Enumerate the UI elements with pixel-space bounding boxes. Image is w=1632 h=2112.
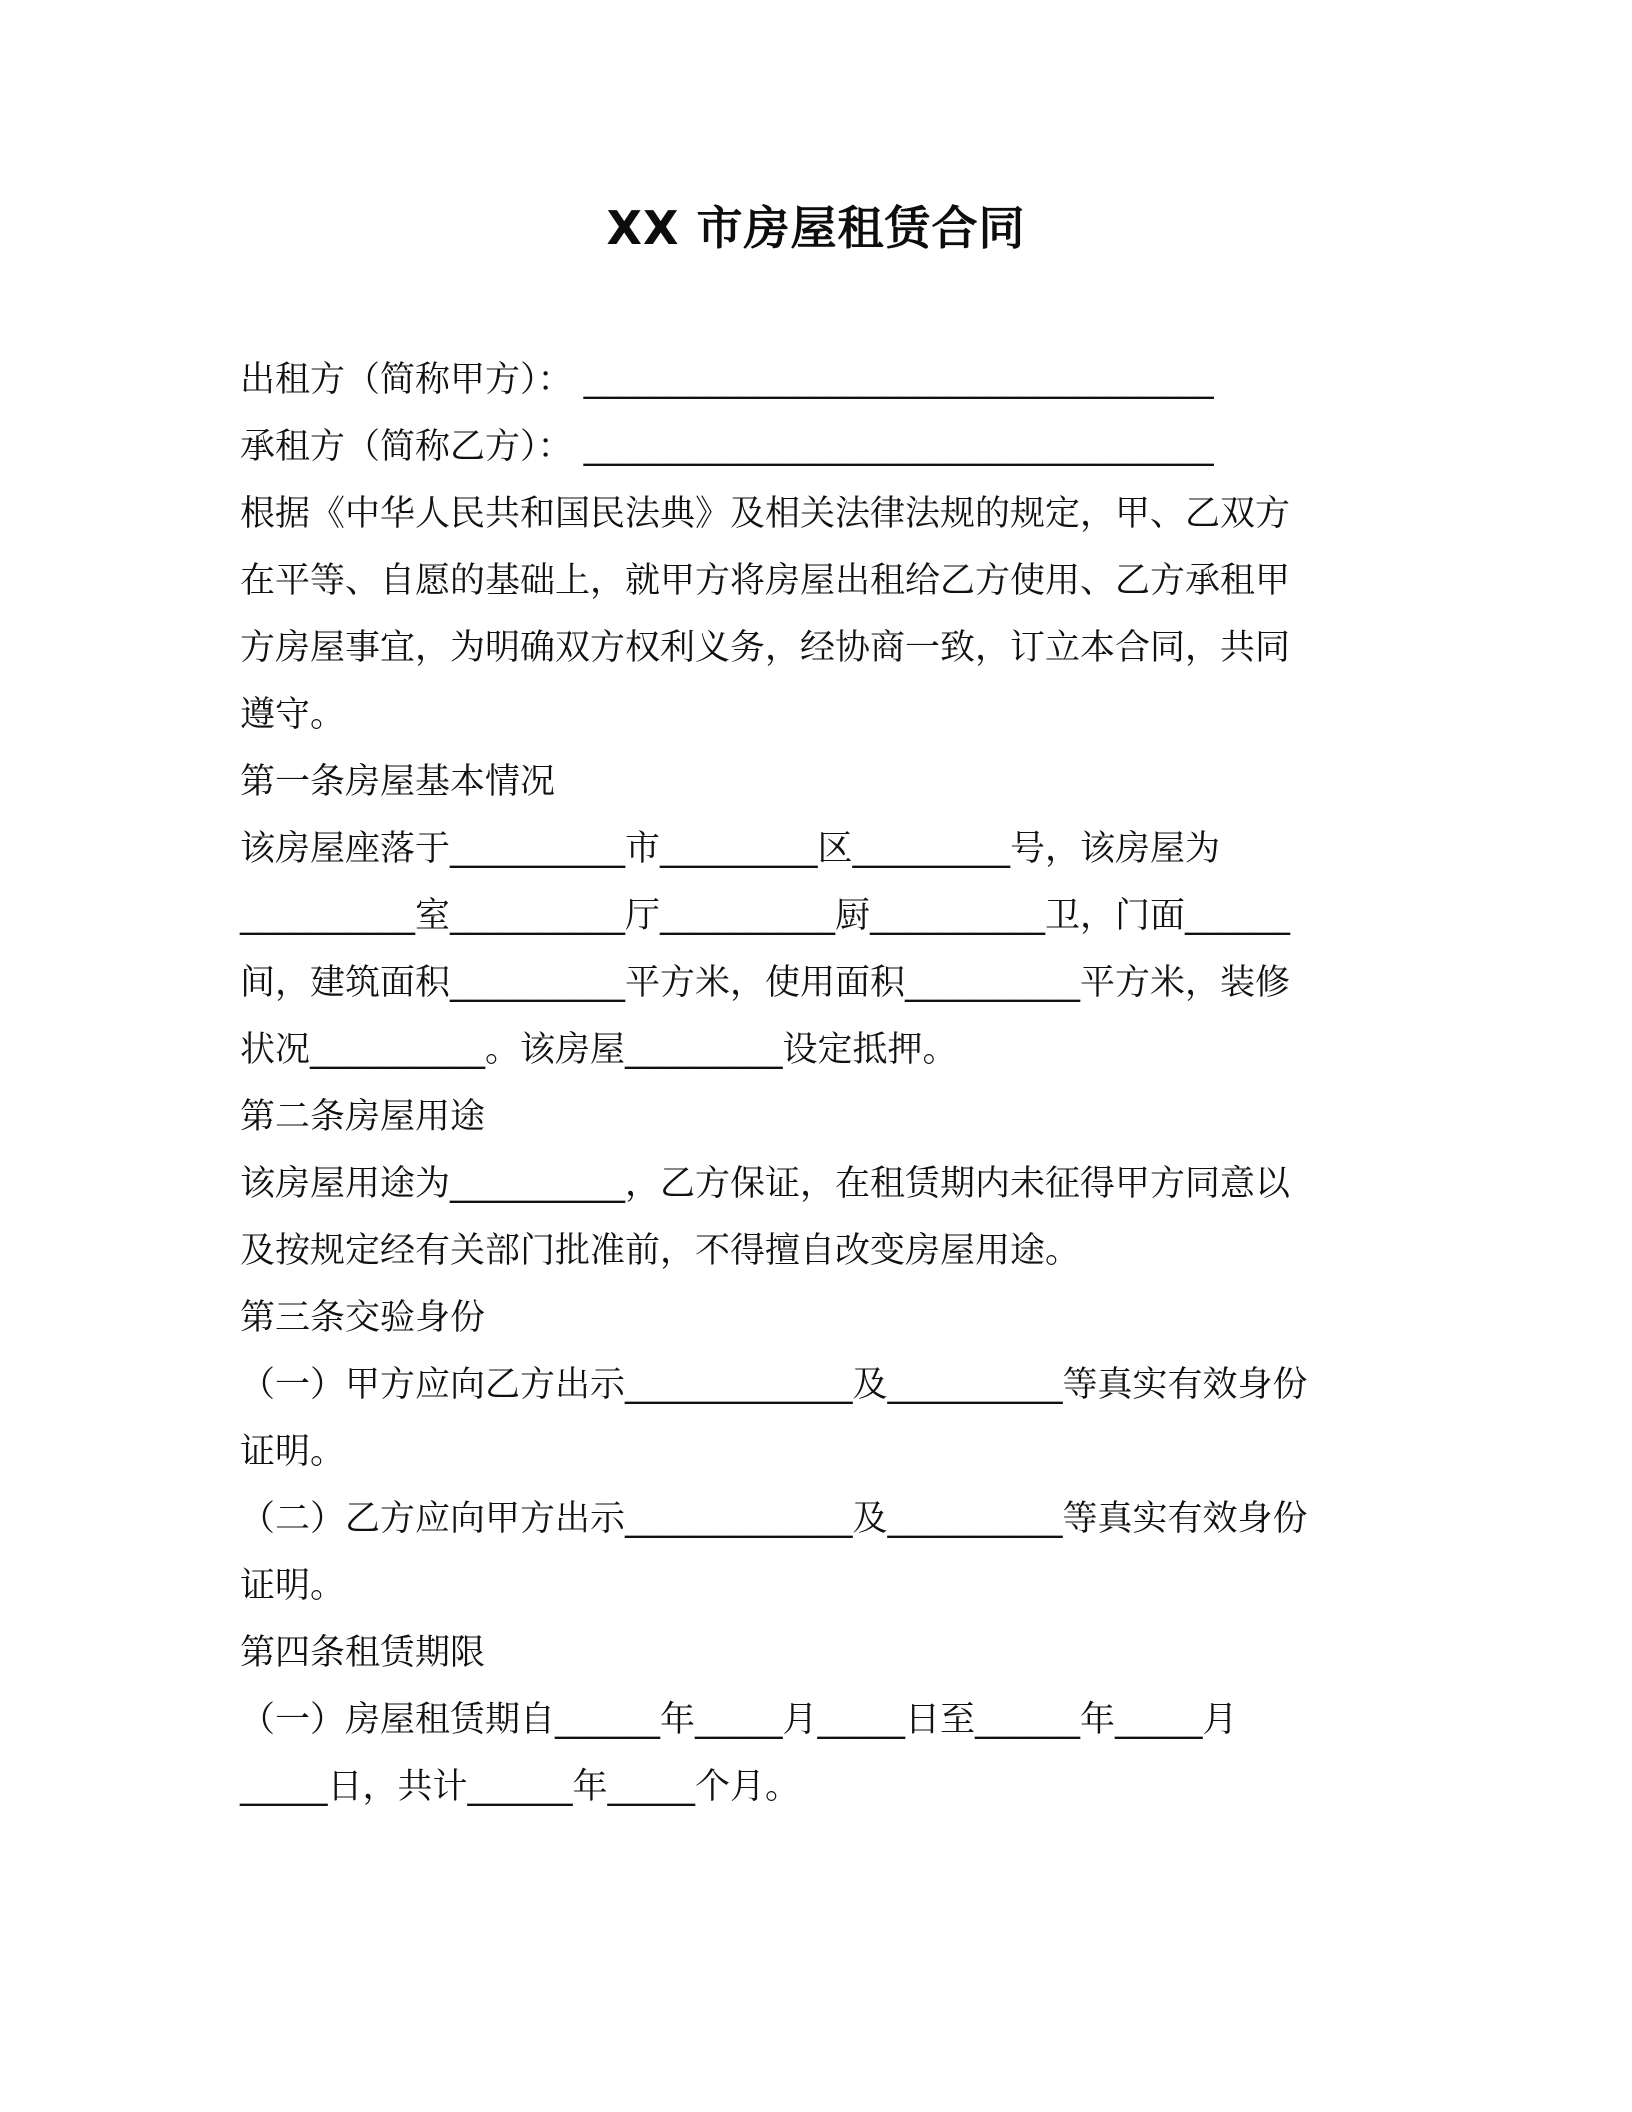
article-3-heading: 第三条交验身份: [240, 1298, 486, 1338]
article-4-item-1-line-2: _____日，共计______年_____个月。: [240, 1767, 801, 1807]
preamble-line-1: 根据《中华人民共和国民法典》及相关法律法规的规定，甲、乙双方: [240, 494, 1291, 534]
lessor-line: 出租方（简称甲方）： ____________________________________: [240, 360, 1214, 400]
article-3-item-2-line-2: 证明。: [240, 1566, 346, 1606]
contract-body: [240, 347, 1410, 1821]
article-4-item-1-line-1: （一）房屋租赁期自______年_____月_____日至______年_____月: [240, 1700, 1238, 1740]
preamble-line-2: 在平等、自愿的基础上，就甲方将房屋出租给乙方使用、乙方承租甲: [240, 561, 1291, 601]
article-3-item-2-line-1: （二）乙方应向甲方出示_____________及__________等真实有效身份: [240, 1499, 1308, 1539]
article-1-line-1: 该房屋座落于__________市_________区_________号，该房屋为: [240, 829, 1221, 869]
article-1-line-3: 间，建筑面积__________平方米，使用面积__________平方米，装修: [240, 963, 1291, 1003]
article-1-line-4: 状况__________。该房屋_________设定抵押。: [240, 1030, 958, 1070]
preamble-line-3: 方房屋事宜，为明确双方权利义务，经协商一致，订立本合同，共同: [240, 628, 1291, 668]
article-2-line-2: 及按规定经有关部门批准前，不得擅自改变房屋用途。: [240, 1231, 1081, 1271]
article-1-line-2: __________室__________厅__________厨__________卫，门面______: [240, 896, 1291, 936]
article-4-heading: 第四条租赁期限: [240, 1633, 486, 1673]
document-title: XX 市房屋租赁合同: [606, 201, 1026, 255]
article-3-item-1-line-1: （一）甲方应向乙方出示_____________及__________等真实有效身份: [240, 1365, 1308, 1405]
preamble-line-4: 遵守。: [240, 695, 346, 735]
article-2-line-1: 该房屋用途为__________，乙方保证，在租赁期内未征得甲方同意以: [240, 1164, 1291, 1204]
article-1-heading: 第一条房屋基本情况: [240, 762, 556, 802]
article-2-heading: 第二条房屋用途: [240, 1097, 486, 1137]
article-3-item-1-line-2: 证明。: [240, 1432, 346, 1472]
lessee-line: 承租方（简称乙方）： ____________________________________: [240, 427, 1214, 467]
